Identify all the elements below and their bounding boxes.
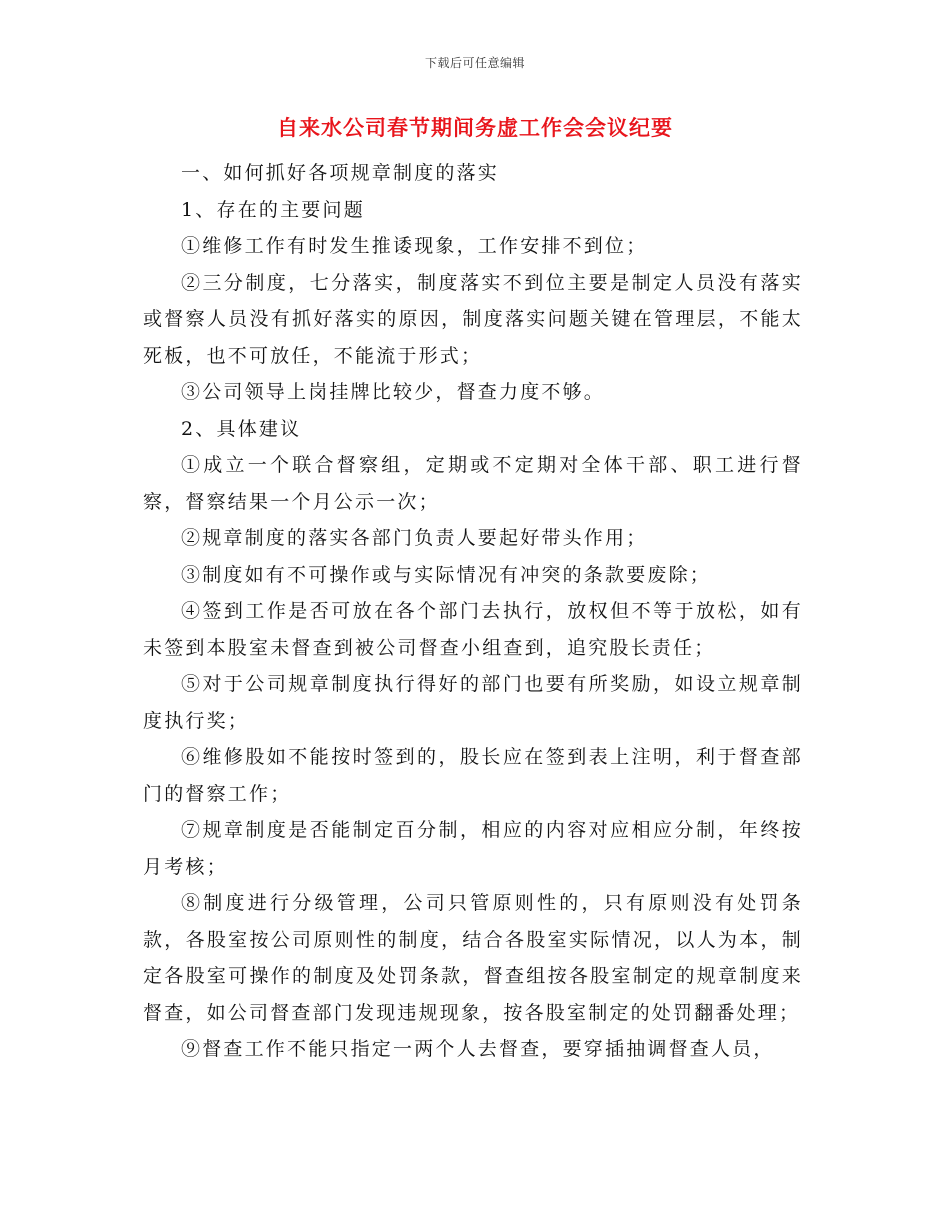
paragraph: ⑨督查工作不能只指定一两个人去督查，要穿插抽调督查人员， bbox=[181, 1038, 775, 1060]
paragraph: ①维修工作有时发生推诿现象，工作安排不到位； bbox=[181, 235, 648, 257]
paragraph: ①成立一个联合督察组，定期或不定期对全体干部、职工进行督察，督察结果一个月公示一次； bbox=[143, 454, 803, 513]
paragraph: ②规章制度的落实各部门负责人要起好带头作用； bbox=[181, 527, 648, 549]
document-body bbox=[143, 155, 803, 1068]
subsection-heading: 1、存在的主要问题 bbox=[181, 198, 365, 221]
subsection-heading: 2、具体建议 bbox=[181, 417, 302, 440]
paragraph: ④签到工作是否可放在各个部门去执行，放权但不等于放松，如有未签到本股室未督查到被公司督查小组查到，追究股长责任； bbox=[143, 600, 803, 659]
header-note: 下载后可任意编辑 bbox=[424, 56, 525, 70]
document-title: 自来水公司春节期间务虚工作会会议纪要 bbox=[277, 115, 673, 140]
paragraph: ⑤对于公司规章制度执行得好的部门也要有所奖励，如设立规章制度执行奖； bbox=[143, 673, 803, 732]
section-heading: 一、如何抓好各项规章制度的落实 bbox=[181, 162, 500, 184]
paragraph: ⑦规章制度是否能制定百分制，相应的内容对应相应分制，年终按月考核； bbox=[143, 819, 803, 878]
paragraph: ②三分制度，七分落实，制度落实不到位主要是制定人员没有落实或督察人员没有抓好落实的原因，制度落实问题关键在管理层，不能太死板，也不可放任，不能流于形式； bbox=[143, 271, 803, 367]
paragraph: ③公司领导上岗挂牌比较少，督查力度不够。 bbox=[181, 381, 606, 403]
paragraph: ③制度如有不可操作或与实际情况有冲突的条款要废除； bbox=[181, 563, 712, 586]
paragraph: ⑧制度进行分级管理，公司只管原则性的，只有原则没有处罚条款，各股室按公司原则性的制度，结合各股室实际情况，以人为本，制定各股室可操作的制度及处罚条款，督查组按各股室制定的规章制度来督查，如公司督查部门发现违规现象，按各股室制定的处罚翻番处理； bbox=[143, 892, 803, 1024]
paragraph: ⑥维修股如不能按时签到的，股长应在签到表上注明，利于督查部门的督察工作； bbox=[143, 746, 803, 805]
